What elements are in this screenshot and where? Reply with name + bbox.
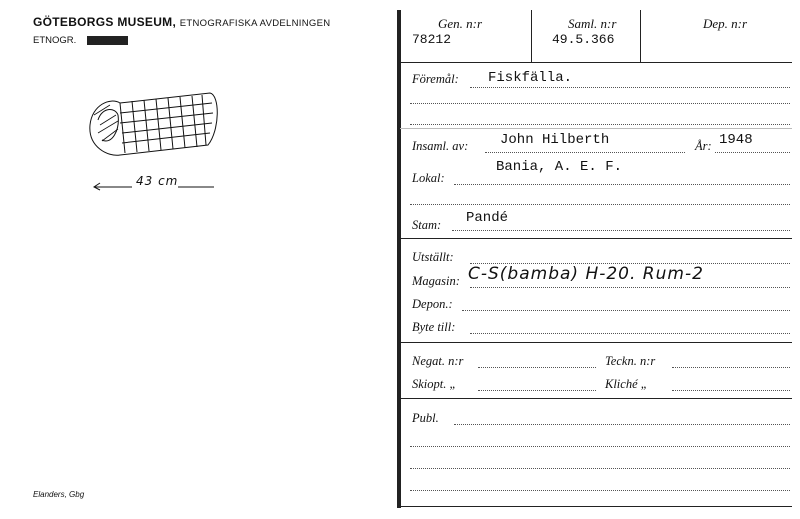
skiopt-label: Skiopt. „ <box>412 377 457 391</box>
ar-label: År: <box>695 139 712 153</box>
stam-label: Stam: <box>412 218 442 232</box>
museum-title: GÖTEBORGS MUSEUM, <box>33 15 177 29</box>
stam-value: Pandé <box>466 210 509 226</box>
redacted-stamp: MUSEUM <box>87 36 129 45</box>
fish-trap-sketch <box>80 85 225 160</box>
byte-line <box>470 333 790 334</box>
lokal-value: Bania, A. E. F. <box>496 159 623 175</box>
ar-value: 1948 <box>719 132 753 148</box>
section-rule-1 <box>400 128 792 129</box>
utstallt-label: Utställt: <box>412 250 454 264</box>
museum-name <box>33 15 330 29</box>
magasin-line <box>470 287 790 288</box>
measure-annotation <box>92 174 217 194</box>
printer-mark: Elanders, Gbg <box>33 490 85 499</box>
skiopt-line <box>478 390 596 391</box>
dep-label: Dep. n:r <box>703 16 748 31</box>
foremal-label: Föremål: <box>412 72 459 86</box>
teckn-line <box>672 367 790 368</box>
saml-label: Saml. n:r <box>568 16 617 31</box>
depon-line <box>462 310 790 311</box>
section-rule-4 <box>400 398 792 399</box>
insaml-value: John Hilberth <box>500 132 610 148</box>
stam-line <box>452 230 790 231</box>
lokal-line-2 <box>410 204 790 205</box>
etnogr-line <box>33 35 128 46</box>
insaml-label: Insaml. av: <box>412 139 469 153</box>
etnogr-label: ETNOGR. <box>33 35 77 46</box>
kliche-label: Kliché „ <box>605 377 648 391</box>
publ-label: Publ. <box>412 411 439 425</box>
depon-label: Depon.: <box>412 297 453 311</box>
foremal-line-2 <box>410 103 790 104</box>
ar-line <box>715 152 790 153</box>
lokal-label: Lokal: <box>412 171 445 185</box>
saml-value: 49.5.366 <box>552 32 615 47</box>
section-rule-3 <box>400 342 792 343</box>
byte-label: Byte till: <box>412 320 456 334</box>
card-bottom-rule <box>400 506 792 507</box>
section-rule-2 <box>400 238 792 239</box>
lokal-line <box>454 184 790 185</box>
department-title: ETNOGRAFISKA AVDELNINGEN <box>179 18 331 29</box>
gen-label: Gen. n:r <box>438 16 483 31</box>
header-sep-2 <box>640 10 641 62</box>
insaml-line <box>485 152 685 153</box>
card-divider <box>397 10 401 508</box>
negat-label: Negat. n:r <box>412 354 464 368</box>
header-rule <box>400 62 792 63</box>
foremal-line <box>470 87 790 88</box>
publ-line <box>454 424 790 425</box>
negat-line <box>478 367 596 368</box>
publ-line-2 <box>410 446 790 447</box>
header-sep-1 <box>531 10 532 62</box>
publ-line-3 <box>410 468 790 469</box>
teckn-label: Teckn. n:r <box>605 354 656 368</box>
measure-text: 43 cm <box>136 174 179 188</box>
foremal-value: Fiskfälla. <box>488 70 573 86</box>
gen-value: 78212 <box>412 32 452 47</box>
kliche-line <box>672 390 790 391</box>
foremal-line-3 <box>410 124 790 125</box>
publ-line-4 <box>410 490 790 491</box>
magasin-value: C-S(bamba) H-20. Rum-2 <box>468 264 704 284</box>
magasin-label: Magasin: <box>412 274 460 288</box>
